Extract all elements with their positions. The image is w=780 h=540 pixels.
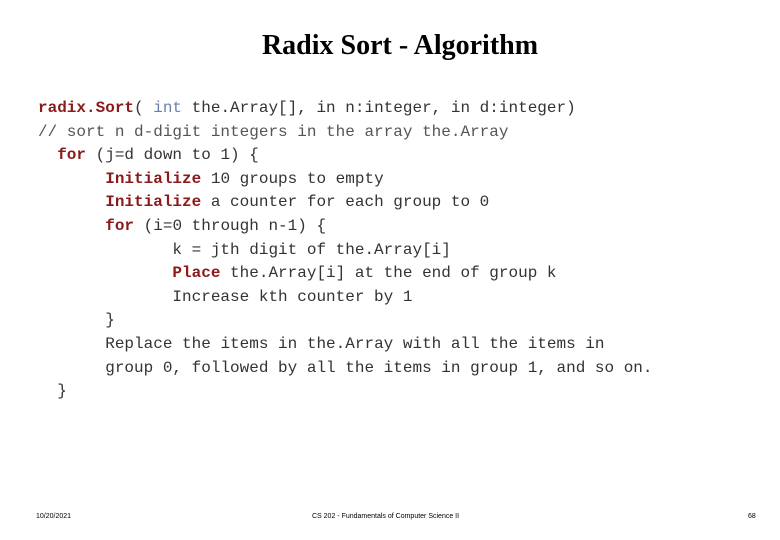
for-keyword: for xyxy=(57,146,87,165)
code-line-10 xyxy=(38,309,653,333)
code-line-2 xyxy=(38,121,653,145)
for-keyword: for xyxy=(105,216,135,235)
code-text: group 0, followed by all the items in group 1, and so on. xyxy=(105,358,653,377)
code-text: } xyxy=(57,382,67,401)
type-keyword: int xyxy=(153,99,183,117)
code-block xyxy=(38,97,653,404)
code-line-8 xyxy=(38,262,653,286)
footer-page-number: 68 xyxy=(748,513,756,520)
indent xyxy=(38,170,105,188)
code-line-13 xyxy=(38,380,653,404)
code-line-6 xyxy=(38,215,653,239)
code-text: a counter for each group to 0 xyxy=(201,193,490,212)
code-line-11 xyxy=(38,333,653,357)
code-comment: // sort n d-digit integers in the array the.Array xyxy=(38,122,509,141)
indent xyxy=(38,241,172,259)
code-text: (j=d down to 1) { xyxy=(86,146,259,165)
code-text: k = jth digit of the.Array[i] xyxy=(172,240,451,259)
code-text: the.Array[], in n:integer, in d:integer) xyxy=(182,99,576,117)
code-text: 10 groups to empty xyxy=(201,169,384,188)
code-text: (i=0 through n-1) { xyxy=(134,216,327,235)
code-text: ( xyxy=(134,99,154,117)
indent xyxy=(38,193,105,211)
code-line-4 xyxy=(38,168,653,192)
code-line-9 xyxy=(38,286,653,310)
code-text: Increase kth counter by 1 xyxy=(172,287,413,306)
indent xyxy=(38,217,105,235)
place-keyword: Place xyxy=(172,264,221,283)
code-line-12 xyxy=(38,357,653,381)
code-text: Replace the items in the.Array with all the items in xyxy=(105,334,605,353)
indent xyxy=(38,359,105,377)
function-name: radix.Sort xyxy=(38,99,135,117)
slide-title: Radix Sort - Algorithm xyxy=(261,30,539,61)
initialize-keyword: Initialize xyxy=(105,193,202,212)
footer-course: CS 202 - Fundamentals of Computer Science II xyxy=(312,513,460,520)
code-text: } xyxy=(105,311,115,330)
code-line-1 xyxy=(38,97,653,121)
indent xyxy=(38,146,57,164)
initialize-keyword: Initialize xyxy=(105,169,202,188)
indent xyxy=(38,335,105,353)
code-line-7 xyxy=(38,239,653,263)
indent xyxy=(38,382,57,400)
footer-date: 10/20/2021 xyxy=(36,513,72,520)
code-line-3 xyxy=(38,144,653,168)
code-text: the.Array[i] at the end of group k xyxy=(220,264,557,283)
indent xyxy=(38,311,105,329)
indent xyxy=(38,288,172,306)
code-line-5 xyxy=(38,191,653,215)
indent xyxy=(38,264,172,282)
